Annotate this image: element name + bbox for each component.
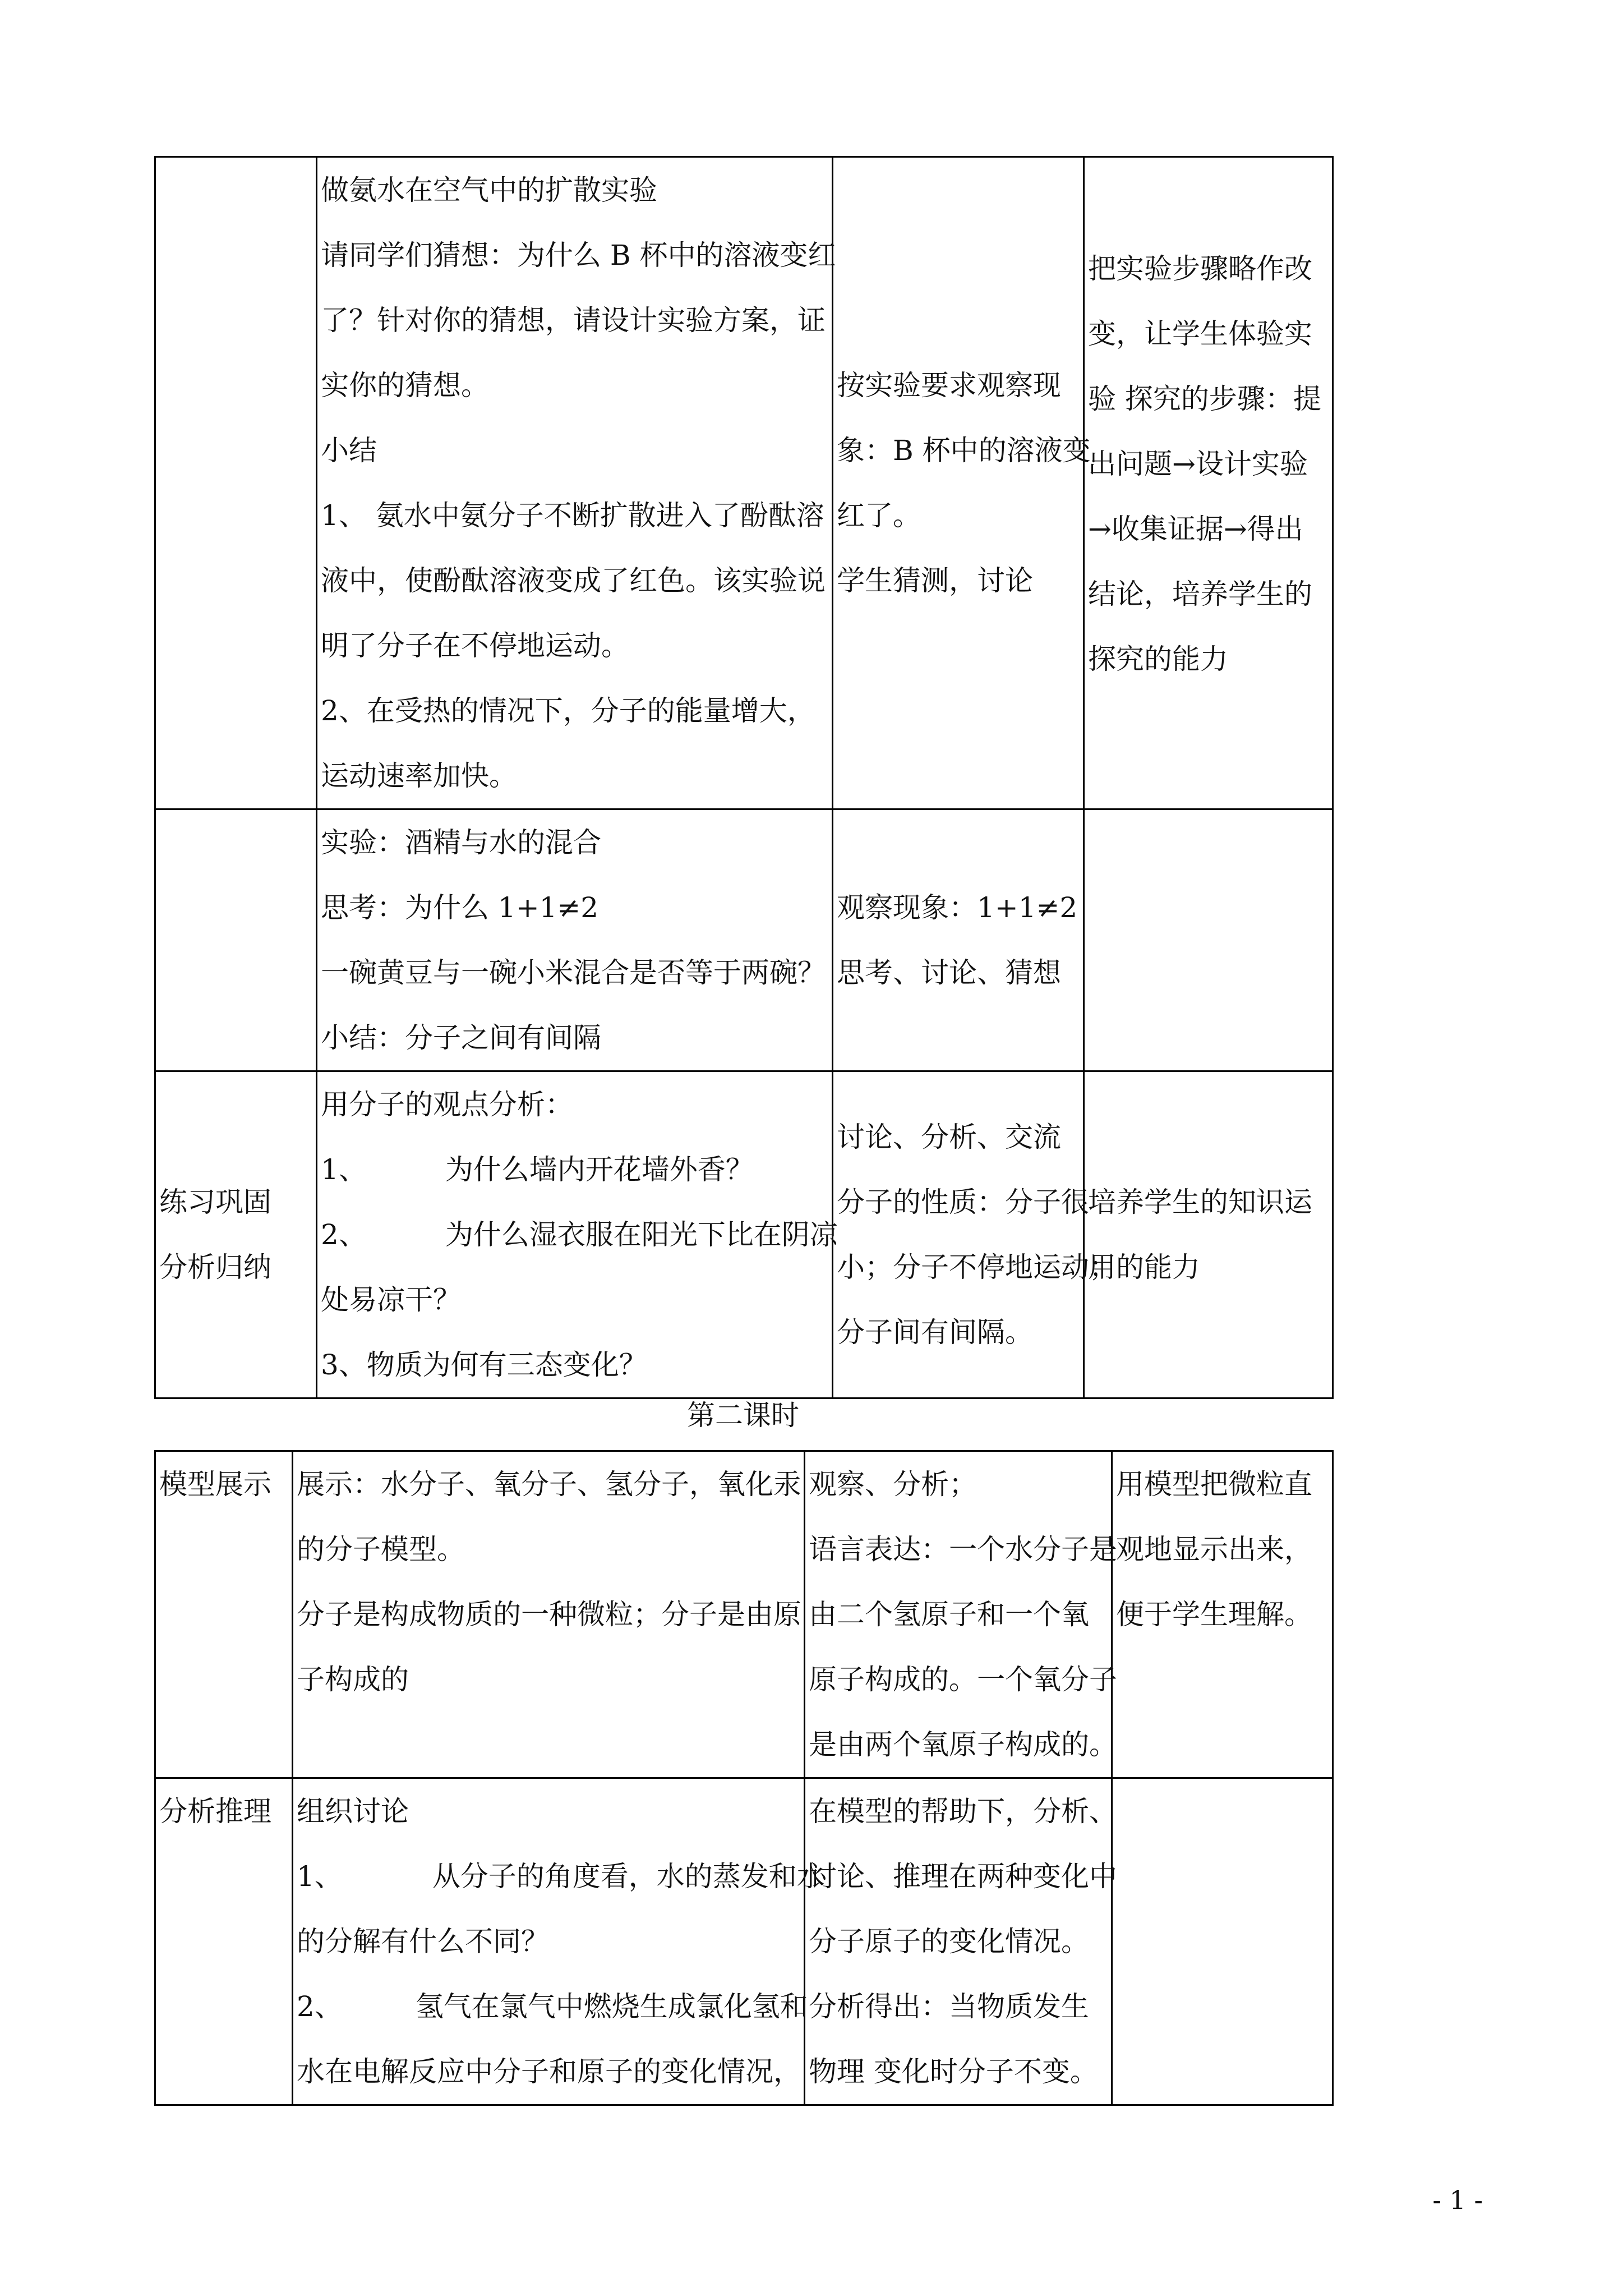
student-activity-cell xyxy=(805,1778,1117,2105)
student-line: 由二个氢原子和一个氧 xyxy=(809,1598,1089,1631)
content-line: 实验：酒精与水的混合 xyxy=(321,826,601,859)
intent-line: 观地显示出来， xyxy=(1116,1533,1312,1566)
design-intent-cell xyxy=(1112,1451,1333,1778)
question-number: 1、 xyxy=(321,1153,367,1186)
student-line: 观察现象：1+1≠2 xyxy=(837,891,1078,924)
student-line: 原子构成的。一个氧分子 xyxy=(809,1663,1117,1696)
student-line: 在模型的帮助下，分析、 xyxy=(809,1795,1117,1828)
student-line: 按实验要求观察现 xyxy=(837,369,1061,402)
content-line: 做氨水在空气中的扩散实验 xyxy=(321,174,657,206)
stage-cell xyxy=(155,809,317,1071)
student-line: 观察、分析； xyxy=(809,1468,977,1501)
student-line: 分子的性质：分子很 xyxy=(837,1186,1089,1218)
table-row xyxy=(155,157,1333,809)
lesson-table-1 xyxy=(154,156,1334,1399)
stage-cell xyxy=(155,1778,293,2105)
question-line xyxy=(321,1202,838,1267)
content-line: 明了分子在不停地运动。 xyxy=(321,629,629,662)
stage-cell xyxy=(155,1071,317,1398)
question-number: 2、 xyxy=(321,1218,367,1251)
content-line: 展示：水分子、氧分子、氢分子，氧化汞 xyxy=(297,1468,801,1501)
question-line xyxy=(297,1844,825,1909)
student-line: 思考、讨论、猜想 xyxy=(837,956,1061,989)
content-line: 水在电解反应中分子和原子的变化情况， xyxy=(297,2055,801,2088)
student-line: 分子原子的变化情况。 xyxy=(809,1925,1089,1958)
intent-line: 便于学生理解。 xyxy=(1116,1598,1312,1631)
student-line: 学生猜测，讨论 xyxy=(837,564,1033,597)
content-line: 的分子模型。 xyxy=(297,1533,465,1566)
student-line: 是由两个氧原子构成的。 xyxy=(809,1728,1117,1761)
content-cell xyxy=(317,809,833,1071)
content-line: 3、物质为何有三态变化？ xyxy=(321,1349,647,1381)
intent-line: 变，让学生体验实 xyxy=(1088,318,1312,350)
content-line: 了？针对你的猜想，请设计实验方案，证 xyxy=(321,304,826,337)
intent-line: →收集证据→得出 xyxy=(1088,513,1303,545)
question-number: 1、 xyxy=(297,1860,343,1893)
content-line: 小结：分子之间有间隔 xyxy=(321,1022,601,1054)
content-cell xyxy=(317,1071,838,1398)
content-cell xyxy=(293,1778,825,2105)
stage-cell xyxy=(155,1451,293,1778)
question-line xyxy=(321,1137,832,1202)
intent-line: 培养学生的知识运 xyxy=(1088,1186,1312,1218)
intent-line: 出问题→设计实验 xyxy=(1088,448,1308,480)
lesson-table-2 xyxy=(154,1450,1334,2106)
content-line: 的分解有什么不同？ xyxy=(297,1925,549,1958)
content-line: 小结 xyxy=(321,434,377,467)
stage-label: 练习巩固 xyxy=(159,1186,271,1218)
student-activity-cell xyxy=(833,1071,1117,1398)
content-cell xyxy=(317,157,836,809)
content-line: 1、 氨水中氨分子不断扩散进入了酚酞溶 xyxy=(321,499,824,532)
content-line: 实你的猜想。 xyxy=(321,369,489,402)
table-row xyxy=(155,809,1333,1071)
intent-line: 把实验步骤略作改 xyxy=(1088,252,1312,285)
content-line: 一碗黄豆与一碗小米混合是否等于两碗？ xyxy=(321,956,826,989)
content-line: 组织讨论 xyxy=(297,1795,409,1828)
content-line: 思考：为什么 1+1≠2 xyxy=(321,891,599,924)
design-intent-cell xyxy=(1084,809,1333,1071)
design-intent-cell xyxy=(1084,1071,1333,1398)
page-number: - 1 - xyxy=(1432,2185,1483,2215)
question-text: 氢气在氯气中燃烧生成氯化氢和 xyxy=(415,1990,808,2023)
student-line: 分子间有间隔。 xyxy=(837,1316,1033,1349)
question-text: 为什么湿衣服在阳光下比在阴凉 xyxy=(445,1218,838,1251)
intent-line: 探究的能力 xyxy=(1088,643,1228,675)
content-line: 2、在受热的情况下，分子的能量增大， xyxy=(321,694,815,727)
student-line: 小；分子不停地运动； xyxy=(837,1251,1117,1283)
design-intent-cell xyxy=(1084,157,1333,809)
design-intent-cell xyxy=(1112,1778,1333,2105)
intent-line: 验 探究的步骤：提 xyxy=(1088,383,1321,415)
content-line: 子构成的 xyxy=(297,1663,409,1696)
question-text: 从分子的角度看，水的蒸发和水 xyxy=(432,1860,825,1893)
intent-line: 用的能力 xyxy=(1088,1251,1200,1283)
content-line: 运动速率加快。 xyxy=(321,760,517,792)
student-line: 讨论、分析、交流 xyxy=(837,1121,1061,1153)
table-row xyxy=(155,1451,1333,1778)
student-line: 红了。 xyxy=(837,499,921,532)
student-line: 分析得出：当物质发生 xyxy=(809,1990,1089,2023)
table-row xyxy=(155,1778,1333,2105)
question-line xyxy=(297,1974,808,2039)
student-line: 物理 变化时分子不变。 xyxy=(809,2055,1098,2088)
content-line: 请同学们猜想：为什么 B 杯中的溶液变红 xyxy=(321,239,836,272)
content-line: 处易凉干？ xyxy=(321,1283,461,1316)
student-activity-cell xyxy=(805,1451,1117,1778)
stage-cell xyxy=(155,157,317,809)
content-line: 用分子的观点分析： xyxy=(321,1088,573,1121)
student-line: 讨论、推理在两种变化中 xyxy=(809,1860,1117,1893)
intent-line: 结论，培养学生的 xyxy=(1088,578,1312,610)
table-row xyxy=(155,1071,1333,1398)
stage-label: 模型展示 xyxy=(159,1468,271,1501)
content-line: 分子是构成物质的一种微粒；分子是由原 xyxy=(297,1598,801,1631)
student-activity-cell xyxy=(833,809,1084,1071)
stage-label: 分析归纳 xyxy=(159,1251,271,1283)
section-subtitle: 第二课时 xyxy=(687,1399,799,1432)
student-line: 语言表达：一个水分子是 xyxy=(809,1533,1117,1566)
student-line: 象：B 杯中的溶液变 xyxy=(837,434,1091,467)
question-text: 为什么墙内开花墙外香？ xyxy=(445,1153,754,1186)
intent-line: 用模型把微粒直 xyxy=(1116,1468,1312,1501)
question-number: 2、 xyxy=(297,1990,343,2023)
stage-label: 分析推理 xyxy=(159,1795,271,1828)
content-cell xyxy=(293,1451,805,1778)
content-line: 液中，使酚酞溶液变成了红色。该实验说 xyxy=(321,564,826,597)
student-activity-cell xyxy=(833,157,1091,809)
